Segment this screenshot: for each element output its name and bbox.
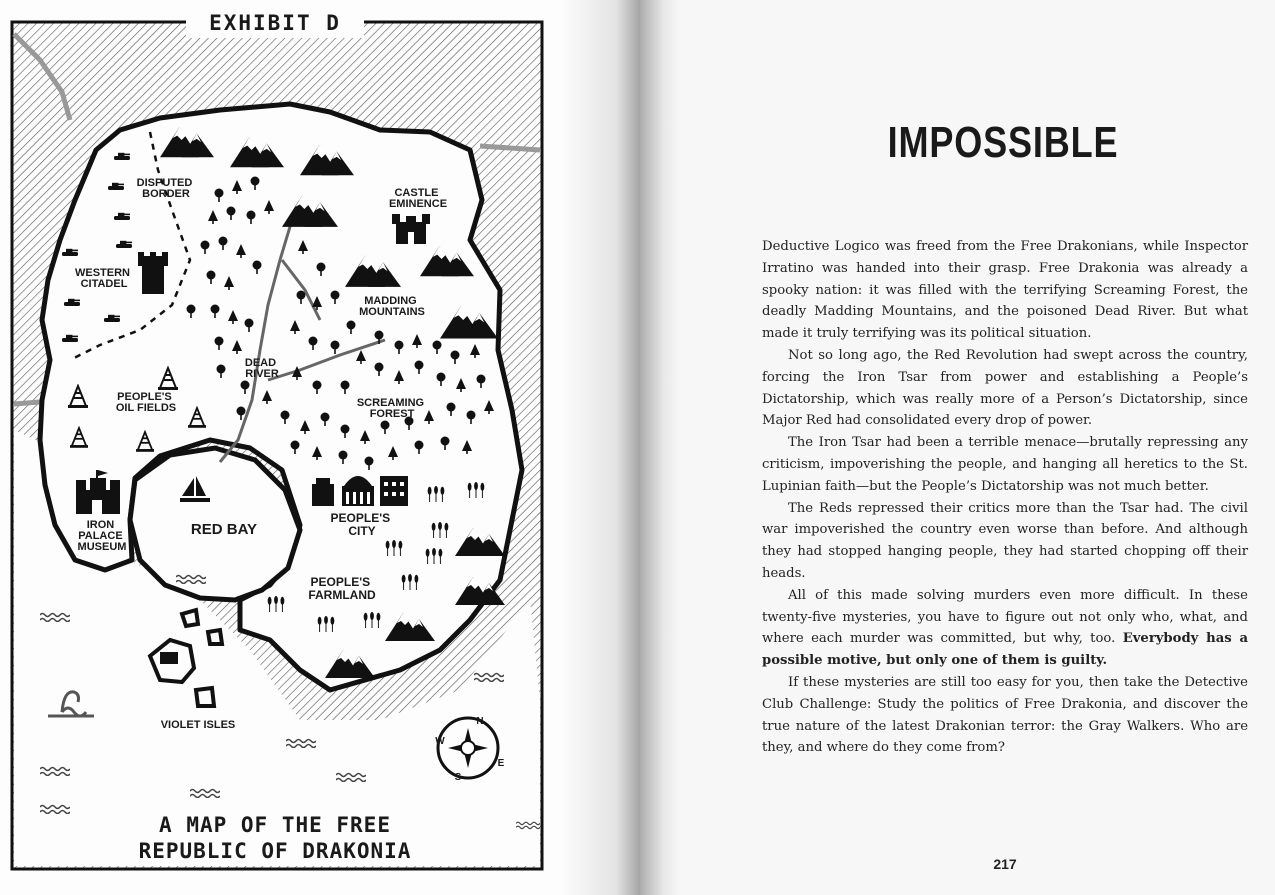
label-peoples-oil-fields: PEOPLE'S OIL FIELDS <box>115 391 177 414</box>
paragraph-2: Not so long ago, the Red Revolution had swept across the country, forcing the Iron Tsar from power and establishing a People’s Dictatorship, which was really more of a Person’s Dictatorship, since Major Red had consolidated every drop of power. <box>762 347 1248 429</box>
map-title-line2: REPUBLIC OF DRAKONIA <box>138 839 412 863</box>
paragraph-4: The Reds repressed their critics more than the Tsar had. The civil war impoverished the country even worse than before. And although they had stopped hanging people, they had started chopping off their heads. <box>762 500 1248 581</box>
right-gutter-shadow <box>640 0 680 895</box>
map-title-line1: A MAP OF THE FREE <box>159 813 391 837</box>
label-iron-palace-museum: IRON PALACE MUSEUM <box>77 519 127 553</box>
map-title <box>100 812 450 864</box>
city-buildings-icon <box>312 476 408 506</box>
paragraph-5-bold: Everybody has a possible motive, but only one of them is guilty. <box>762 631 1249 669</box>
compass-w: W <box>435 736 445 747</box>
compass-n: N <box>476 716 484 727</box>
label-disputed-border: DISPUTED BORDER <box>136 177 193 200</box>
chapter-title: IMPOSSIBLE <box>887 118 1119 167</box>
paragraph-5 <box>762 585 1248 672</box>
paragraph-6: If these mysteries are still too easy for you, then take the Detective Club Challenge: Study the politics of Free Drakonia, and discover the true nature of the latest Drakonian terror: the Gray Walkers. Who are they, and where do they come from? <box>762 674 1248 756</box>
label-western-citadel: WESTERN CITADEL <box>74 267 130 290</box>
exhibit-label: EXHIBIT D <box>186 8 364 38</box>
label-dead-river: DEAD RIVER <box>244 357 279 380</box>
label-violet-isles: VIOLET ISLES <box>160 719 236 731</box>
label-peoples-farmland: PEOPLE'S FARMLAND <box>308 575 376 602</box>
label-screaming-forest: SCREAMING FOREST <box>356 397 425 420</box>
compass-e: E <box>497 758 505 769</box>
page-number: 217 <box>993 856 1017 872</box>
label-madding-mountains: MADDING MOUNTAINS <box>359 295 425 318</box>
paragraph-5-text: All of this made solving murders even more difficult. In these twenty-five mysteries, you have to figure out not only who, what, and where each murder was committed, but why, too. <box>762 587 1248 647</box>
compass-s: S <box>454 772 462 783</box>
paragraph-1: Deductive Logico was freed from the Free Drakonians, while Inspector Irratino was handed into their grasp. Free Drakonia was already a spooky nation: it was filled with the terrifying Screaming Forest, the deadly Madding Mountains, and the poisoned Dead River. But what made it truly terrifying was its political situation. <box>762 239 1248 342</box>
chapter-body <box>762 236 1248 759</box>
label-red-bay: RED BAY <box>190 521 258 538</box>
compass-rose <box>438 718 498 778</box>
paragraph-3: The Iron Tsar had been a terrible menace—brutally repressing any criticism, impoverishing the people, and hanging all heretics to the St. Lupinian faith—but the People’s Dictatorship was not much better. <box>762 435 1248 494</box>
label-peoples-city: PEOPLE'S CITY <box>330 511 391 538</box>
castle-icon <box>392 214 430 244</box>
page-gutter-shadow <box>560 0 640 895</box>
label-castle-eminence: CASTLE EMINENCE <box>388 187 448 210</box>
citadel-icon <box>138 252 168 294</box>
